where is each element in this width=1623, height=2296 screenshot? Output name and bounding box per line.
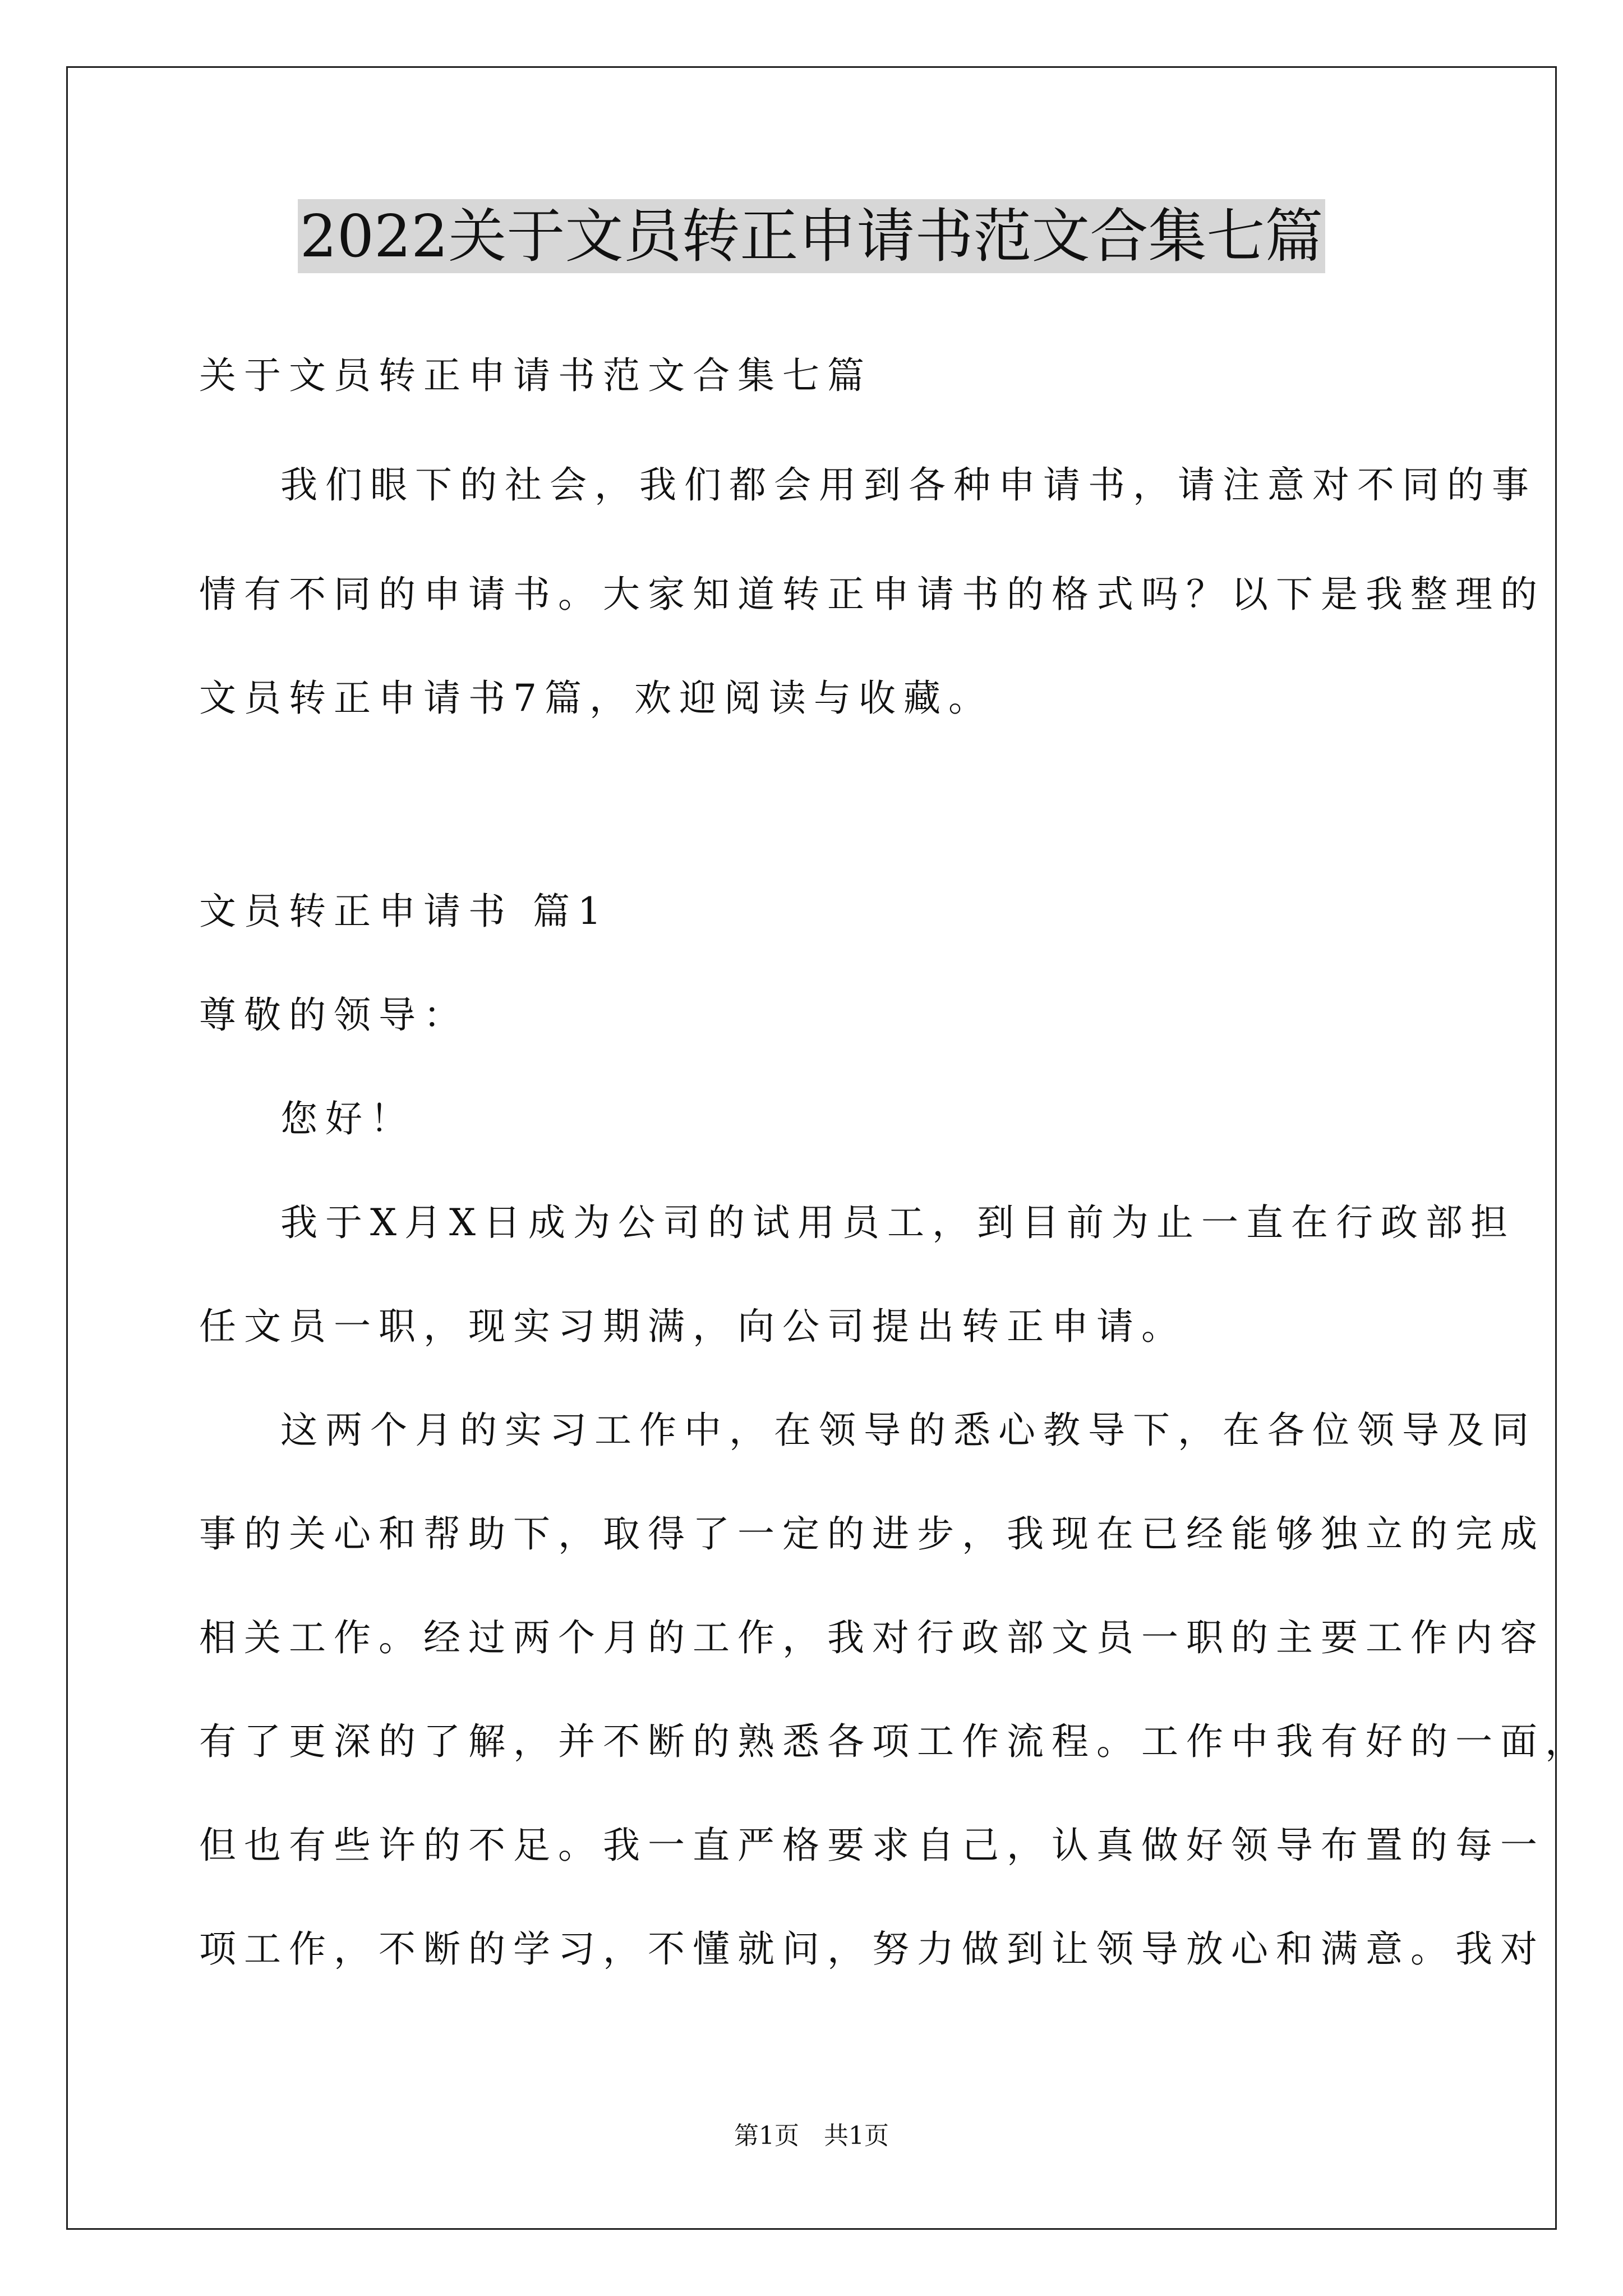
paragraph-line: 事的关心和帮助下，取得了一定的进步，我现在已经能够独立的完成 bbox=[199, 1512, 1545, 1556]
paragraph-line: 情有不同的申请书。大家知道转正申请书的格式吗？以下是我整理的 bbox=[199, 573, 1545, 616]
paragraph-line: 我们眼下的社会，我们都会用到各种申请书，请注意对不同的事 bbox=[280, 463, 1537, 507]
page-number-footer: 第1页 共1页 bbox=[734, 2122, 889, 2150]
paragraph-line: 任文员一职，现实习期满，向公司提出转正申请。 bbox=[199, 1305, 1186, 1348]
title-container bbox=[0, 199, 1623, 273]
salutation-line: 尊敬的领导： bbox=[199, 993, 468, 1037]
paragraph-line: 相关工作。经过两个月的工作，我对行政部文员一职的主要工作内容 bbox=[199, 1616, 1545, 1659]
paragraph-line: 我于X月X日成为公司的试用员工，到目前为止一直在行政部担 bbox=[280, 1201, 1515, 1244]
subtitle-line: 关于文员转正申请书范文合集七篇 bbox=[199, 354, 872, 397]
paragraph-line: 文员转正申请书7篇，欢迎阅读与收藏。 bbox=[199, 677, 993, 720]
paragraph-line: 这两个月的实习工作中，在领导的悉心教导下，在各位领导及同 bbox=[280, 1409, 1537, 1452]
greeting-line: 您好！ bbox=[280, 1097, 415, 1140]
paragraph-line: 有了更深的了解，并不断的熟悉各项工作流程。工作中我有好的一面， bbox=[199, 1720, 1590, 1763]
section-heading: 文员转正申请书 篇1 bbox=[199, 890, 609, 933]
paragraph-line: 项工作，不断的学习，不懂就问，努力做到让领导放心和满意。我对 bbox=[199, 1927, 1545, 1971]
paragraph-line: 但也有些许的不足。我一直严格要求自己，认真做好领导布置的每一 bbox=[199, 1824, 1545, 1867]
document-title: 2022关于文员转正申请书范文合集七篇 bbox=[298, 199, 1326, 273]
